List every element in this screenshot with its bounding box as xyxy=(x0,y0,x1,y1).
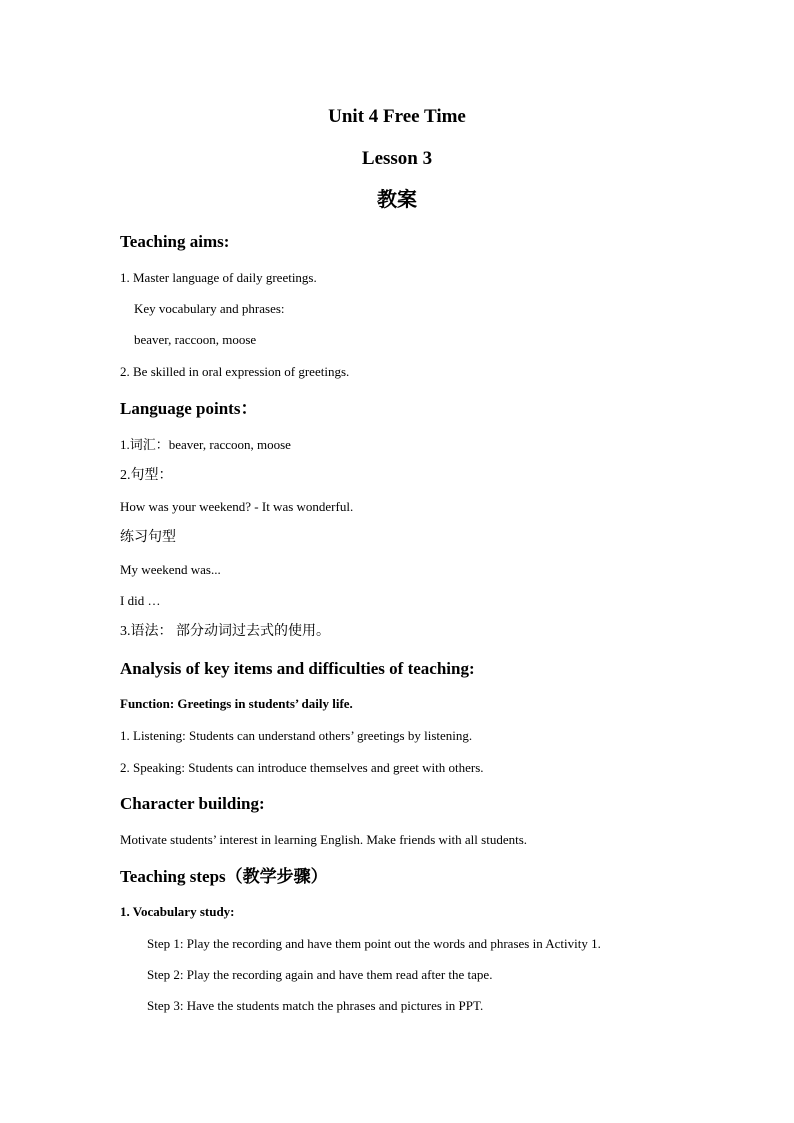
language-point-line: My weekend was... xyxy=(120,562,221,577)
lesson-title: Lesson 3 xyxy=(361,148,433,169)
language-point-line: 2.句型： xyxy=(120,468,173,483)
language-point-line: 练习句型 xyxy=(120,530,176,545)
teaching-aim-line: 2. Be skilled in oral expression of greetings. xyxy=(120,364,350,379)
teaching-aim-line: beaver, raccoon, moose xyxy=(134,332,257,347)
teaching-step: Step 2: Play the recording again and have them read after the tape. xyxy=(147,967,493,982)
language-point-line: How was your weekend? - It was wonderful. xyxy=(120,499,354,514)
analysis-heading: Analysis of key items and difficulties of teaching: xyxy=(120,659,475,678)
analysis-line: 2. Speaking: Students can introduce themselves and greet with others. xyxy=(120,760,484,775)
teaching-step: Step 1: Play the recording and have them point out the words and phrases in Activity 1. xyxy=(147,936,601,951)
character-building-text: Motivate students’ interest in learning English. Make friends with all students. xyxy=(120,832,528,847)
teaching-aim-line: Key vocabulary and phrases: xyxy=(134,301,285,316)
character-building-heading: Character building: xyxy=(120,794,265,813)
teaching-aim-line: 1. Master language of daily greetings. xyxy=(120,270,317,285)
teaching-step: Step 3: Have the students match the phrases and pictures in PPT. xyxy=(147,998,484,1013)
language-point-line: 1.词汇：beaver, raccoon, moose xyxy=(120,437,291,452)
language-points-heading: Language points： xyxy=(120,399,258,418)
subtitle-cn: 教案 xyxy=(377,189,417,211)
doc-title: Unit 4 Free Time xyxy=(328,106,466,127)
analysis-line: 1. Listening: Students can understand others’ greetings by listening. xyxy=(120,728,473,743)
teaching-steps-heading: Teaching steps（教学步骤） xyxy=(120,867,328,886)
teaching-aims-heading: Teaching aims: xyxy=(120,232,230,251)
vocabulary-study-heading: 1. Vocabulary study: xyxy=(120,904,235,919)
analysis-function: Function: Greetings in students’ daily life. xyxy=(120,696,353,711)
language-point-line: 3.语法： 部分动词过去式的使用。 xyxy=(120,624,330,639)
language-point-line: I did … xyxy=(120,593,161,608)
